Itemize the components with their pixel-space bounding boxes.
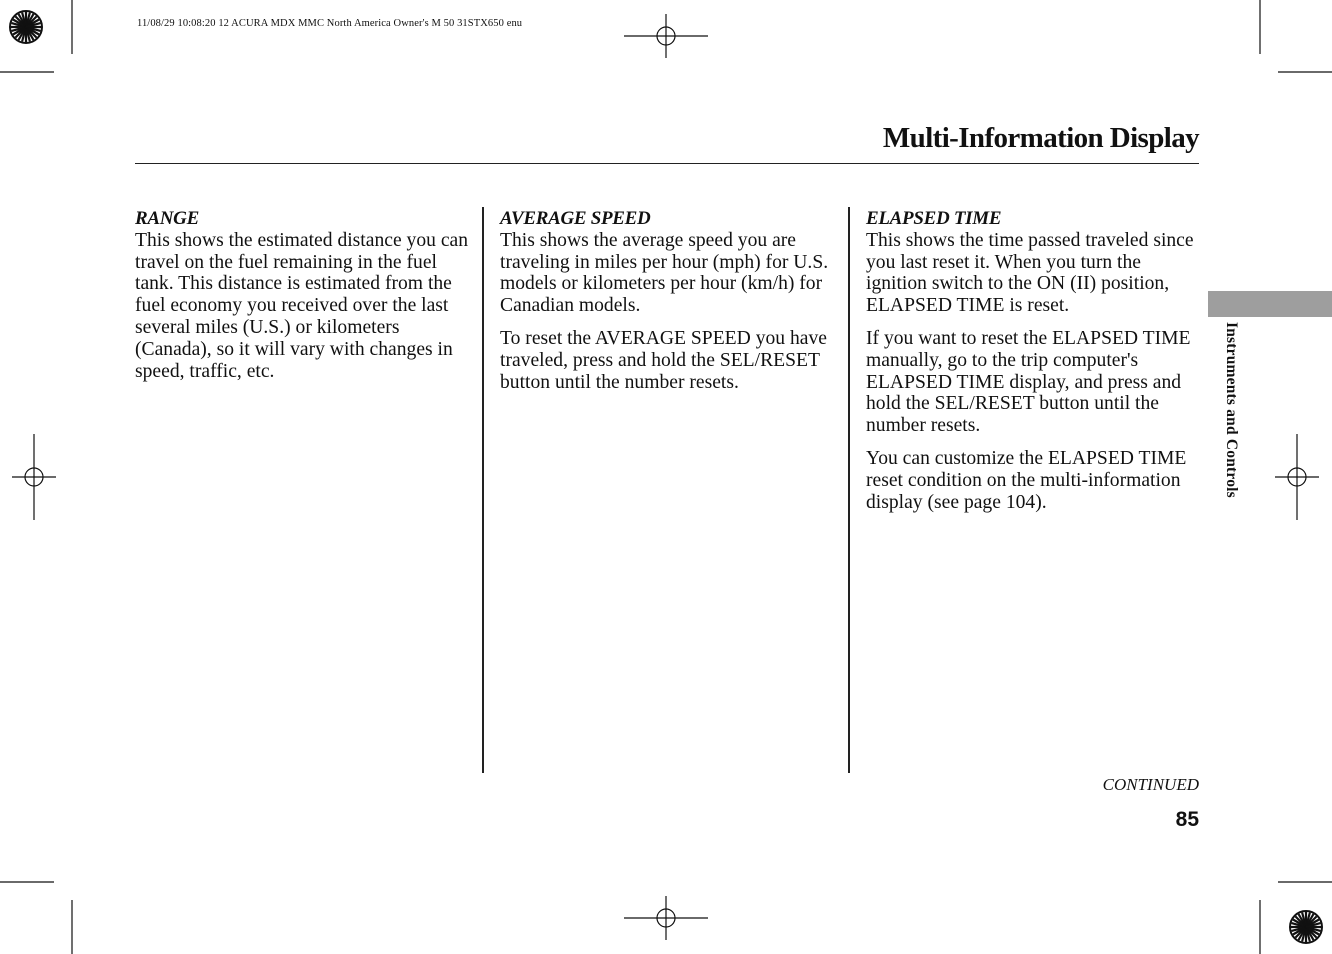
section-heading-elapsed-time: ELAPSED TIME	[866, 208, 1002, 229]
section-tab-label: Instruments and Controls	[1223, 322, 1240, 498]
paragraph: To reset the AVERAGE SPEED you have traveled, press and hold the SEL/RESET button until the number resets.	[500, 327, 827, 393]
paragraph: If you want to reset the ELAPSED TIME manually, go to the trip computer's ELAPSED TIME display, and press and hold the SEL/RESET button until the number resets.	[866, 327, 1191, 437]
page-title: Multi-Information Display	[882, 122, 1199, 154]
starburst-mark-top-left	[10, 11, 42, 43]
registration-mark-left	[12, 434, 56, 520]
paragraph: This shows the estimated distance you can travel on the fuel remaining in the fuel tank. This distance is estimated from the fuel economy you received over the last several miles (U.S.) or kilometers (Canada), so it will vary with changes in speed, traffic, etc.	[135, 229, 469, 382]
paragraph: You can customize the ELAPSED TIME reset condition on the multi-information display (see page 104).	[866, 447, 1187, 513]
section-heading-average-speed: AVERAGE SPEED	[500, 208, 651, 229]
paragraph: This shows the average speed you are traveling in miles per hour (mph) for U.S. models or kilometers per hour (km/h) for Canadian models.	[500, 229, 829, 317]
registration-mark-right	[1275, 434, 1319, 520]
registration-mark-bottom	[624, 896, 708, 940]
registration-mark-top	[624, 14, 708, 58]
starburst-mark-bottom-right	[1290, 911, 1322, 943]
page-number: 85	[1175, 808, 1199, 831]
print-slug: 11/08/29 10:08:20 12 ACURA MDX MMC North America Owner's M 50 31STX650 enu	[137, 18, 523, 29]
paragraph: This shows the time passed traveled since you last reset it. When you turn the ignition switch to the ON (II) position, ELAPSED TIME is reset.	[866, 229, 1194, 317]
section-heading-range: RANGE	[135, 208, 199, 229]
continued-label: CONTINUED	[1102, 775, 1199, 794]
